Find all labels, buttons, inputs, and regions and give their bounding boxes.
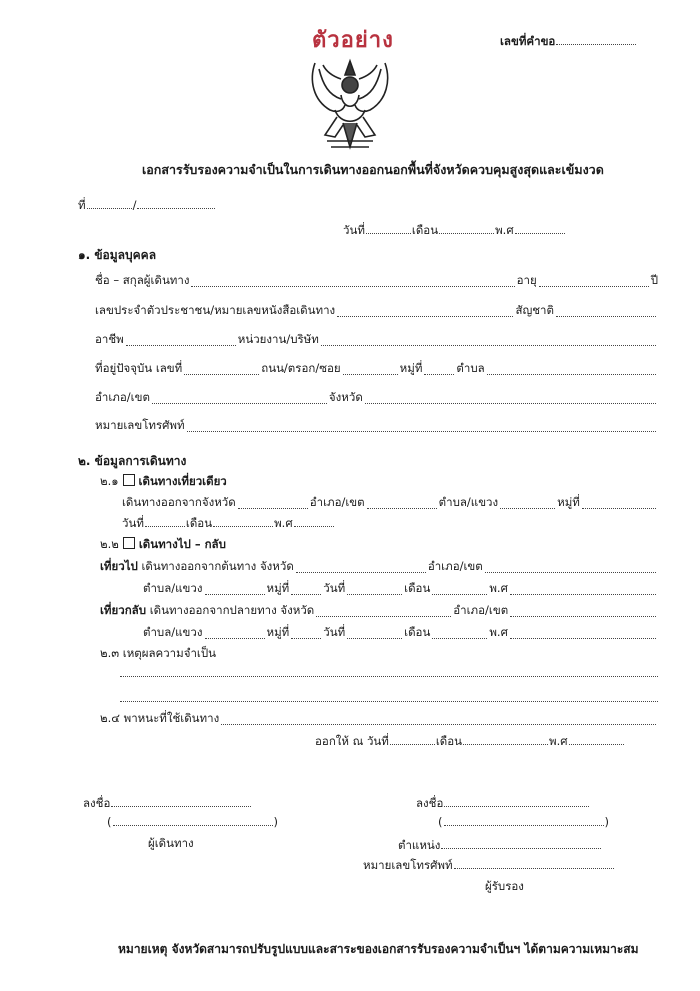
road-input[interactable]	[343, 373, 398, 375]
traveler-name-row[interactable]: ชื่อ – สกุลผู้เดินทาง อายุ ปี	[95, 273, 658, 287]
return-detail-row[interactable]: ตำบล/แขวง หมู่ที่ วันที่ เดือน พ.ศ	[143, 624, 658, 642]
return-year-input[interactable]	[510, 637, 656, 639]
reason-line-2[interactable]	[120, 701, 658, 702]
reason-line-1[interactable]	[120, 676, 658, 677]
issued-month-input[interactable]	[463, 743, 548, 745]
one-way-checkbox[interactable]	[123, 474, 135, 486]
return-moo-input[interactable]	[291, 637, 321, 639]
outbound-district-input[interactable]	[485, 571, 656, 573]
traveler-printed-name-field[interactable]: ( )	[107, 815, 278, 829]
age-input[interactable]	[539, 285, 649, 287]
phone-input[interactable]	[187, 430, 656, 432]
request-number-field[interactable]	[500, 33, 637, 51]
return-district-input[interactable]	[510, 615, 656, 617]
organization-input[interactable]	[321, 344, 656, 346]
document-title: เอกสารรับรองความจำเป็นในการเดินทางออกนอกพื้นที่จังหวัดควบคุมสูงสุดและเข้มงวด	[142, 162, 604, 177]
outbound-province-input[interactable]	[296, 571, 426, 573]
one-way-location-row[interactable]: เดินทางออกจากจังหวัด อำเภอ/เขต ตำบล/แขวง หมู่ที่	[122, 494, 658, 512]
outbound-detail-row[interactable]: ตำบล/แขวง หมู่ที่ วันที่ เดือน พ.ศ	[143, 580, 658, 598]
issued-year-input[interactable]	[569, 743, 624, 745]
traveler-signature-field[interactable]: ลงชื่อ	[83, 795, 252, 813]
return-day-input[interactable]	[347, 637, 402, 639]
vehicle-input[interactable]	[221, 723, 656, 725]
province-input[interactable]	[365, 402, 656, 404]
district-province-row[interactable]: อำเภอ/เขต จังหวัด	[95, 389, 658, 407]
return-subdistrict-input[interactable]	[205, 637, 265, 639]
id-number-input[interactable]	[337, 315, 513, 317]
one-way-province-input[interactable]	[238, 507, 308, 509]
one-way-district-input[interactable]	[367, 507, 437, 509]
round-trip-option[interactable]: ๒.๒ เดินทางไป – กลับ	[100, 537, 226, 551]
district-input[interactable]	[152, 402, 327, 404]
occupation-row[interactable]: อาชีพ หน่วยงาน/บริษัท	[95, 331, 658, 349]
traveler-role-label: ผู้เดินทาง	[148, 836, 194, 850]
nationality-input[interactable]	[556, 315, 656, 317]
outbound-day-input[interactable]	[347, 593, 402, 595]
certifier-position-field[interactable]: ตำแหน่ง	[398, 837, 602, 855]
outbound-row[interactable]: เที่ยวไป เดินทางออกจากต้นทาง จังหวัด อำเภอ/เขต	[100, 558, 658, 576]
garuda-emblem-icon	[305, 55, 395, 155]
return-row[interactable]: เที่ยวกลับ เดินทางออกจากปลายทาง จังหวัด อำเภอ/เขต	[100, 602, 658, 620]
outbound-month-input[interactable]	[432, 593, 487, 595]
footer-note: หมายเหตุ จังหวัดสามารถปรับรูปแบบและสาระของเอกสารรับรองความจำเป็นฯ ได้ตามความเหมาะสม	[118, 942, 639, 956]
certifier-phone-field[interactable]: หมายเลขโทรศัพท์	[363, 857, 615, 875]
section-travel-info-heading: ๒. ข้อมูลการเดินทาง	[78, 454, 187, 468]
section-personal-info-heading: ๑. ข้อมูลบุคคล	[78, 248, 157, 262]
issued-day-input[interactable]	[390, 743, 435, 745]
return-province-input[interactable]	[316, 615, 451, 617]
certifier-signature-field[interactable]: ลงชื่อ	[416, 795, 590, 813]
vehicle-row[interactable]: ๒.๔ พาหนะที่ใช้เดินทาง	[100, 710, 658, 728]
issued-date-row[interactable]: ออกให้ ณ วันที่ เดือน พ.ศ	[315, 733, 625, 751]
moo-input[interactable]	[424, 373, 454, 375]
tambon-input[interactable]	[487, 373, 656, 375]
sample-watermark-label: ตัวอย่าง	[312, 28, 394, 53]
outbound-moo-input[interactable]	[291, 593, 321, 595]
traveler-name-input[interactable]	[191, 285, 514, 287]
one-way-date-row[interactable]: วันที่ เดือน พ.ศ	[122, 515, 335, 533]
outbound-year-input[interactable]	[510, 593, 656, 595]
phone-row[interactable]: หมายเลขโทรศัพท์	[95, 417, 658, 435]
one-way-subdistrict-input[interactable]	[500, 507, 555, 509]
one-way-month-input[interactable]	[213, 525, 273, 527]
certifier-printed-name-field[interactable]: ( )	[438, 815, 609, 829]
one-way-day-input[interactable]	[145, 525, 185, 527]
certifier-role-label: ผู้รับรอง	[485, 879, 524, 893]
reference-label: ที่	[78, 198, 86, 212]
reason-heading: ๒.๓ เหตุผลความจำเป็น	[100, 646, 217, 660]
reference-number-field[interactable]: ที่ /	[78, 197, 216, 215]
id-number-row[interactable]: เลขประจำตัวประชาชน/หมายเลขหนังสือเดินทาง สัญชาติ	[95, 302, 658, 320]
one-way-year-input[interactable]	[294, 525, 334, 527]
return-month-input[interactable]	[432, 637, 487, 639]
outbound-subdistrict-input[interactable]	[205, 593, 265, 595]
house-number-input[interactable]	[184, 373, 259, 375]
address-row[interactable]: ที่อยู่ปัจจุบัน เลขที่ ถนน/ตรอก/ซอย หมู่ที่ ตำบล	[95, 360, 658, 378]
one-way-moo-input[interactable]	[582, 507, 656, 509]
round-trip-checkbox[interactable]	[123, 537, 135, 549]
request-number-label: เลขที่คำขอ	[500, 34, 556, 48]
occupation-input[interactable]	[126, 344, 236, 346]
one-way-option[interactable]: ๒.๑ เดินทางเที่ยวเดียว	[100, 474, 227, 488]
document-date-field[interactable]: วันที่ เดือน พ.ศ	[343, 222, 566, 240]
